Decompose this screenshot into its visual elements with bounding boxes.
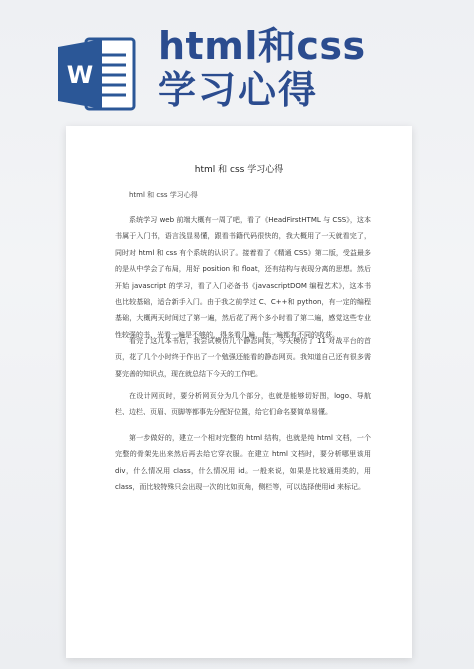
header-banner — [0, 0, 474, 125]
document-subtitle: html 和 css 学习心得 — [129, 191, 198, 199]
paragraph-4: 第一步做好的，建立一个相对完整的 html 结构，也就是纯 html 文档，一个完整的骨架先出来然后再去给它穿衣服。在建立 html 文档时，要分析哪里该用 div，什么情况用 class，什么情况用 id。一般来说，如果是比较通用类的，用 class，而比较特殊只会出现一次的比如页角，侧栏等，可以选择使用id 来标记。 — [115, 434, 371, 492]
banner-title-line1: html和css — [158, 24, 366, 68]
banner-title-line2: 学习心得 — [158, 68, 319, 112]
document-title: html 和 css 学习心得 — [194, 165, 284, 175]
word-icon — [56, 33, 138, 115]
paragraph-3: 在设计网页时，要分析网页分为几个部分，也就是能够切好图，logo、导航栏、边栏、页眉、页脚等都事先分配好位置，给它们命名要简单易懂。 — [115, 392, 371, 417]
paragraph-2: 看完了这几本书后，我尝试模仿几个静态网页，今天模仿了 11 对战平台的首页，花了几个小时终于作出了一个勉强还能看的静态网页。我知道自己还有很多需要完善的知识点，现在就总结下今天的工作吧。 — [115, 337, 371, 378]
paragraph-1: 系统学习 web 前端大概有一周了吧，看了《HeadFirstHTML 与 CSS》，这本书属于入门书，语言浅显易懂，跟看书籍代码很快的，我大概用了一天就看完了，同时对 html 和 css 有个系统的认识了。接着看了《精通 CSS》第二版，受益最多的是从中学会了布局，用好 position 和 float，还有结构与表现分离的思想。然后开始 javascript 的学习，看了入门必备书《javascriptDOM 编程艺术》，这本书也比较基础，适合新手入门。由于我之前学过 C、C++和 python，有一定的编程基础，大概两天时间过了第一遍，然后花了两个多小时看了第二遍，感觉这些专业性较强的书，光看一遍是不够的，得多看几遍，每一遍都有不同的收获。 — [115, 216, 371, 339]
word-logo-letter: W — [66, 61, 94, 89]
